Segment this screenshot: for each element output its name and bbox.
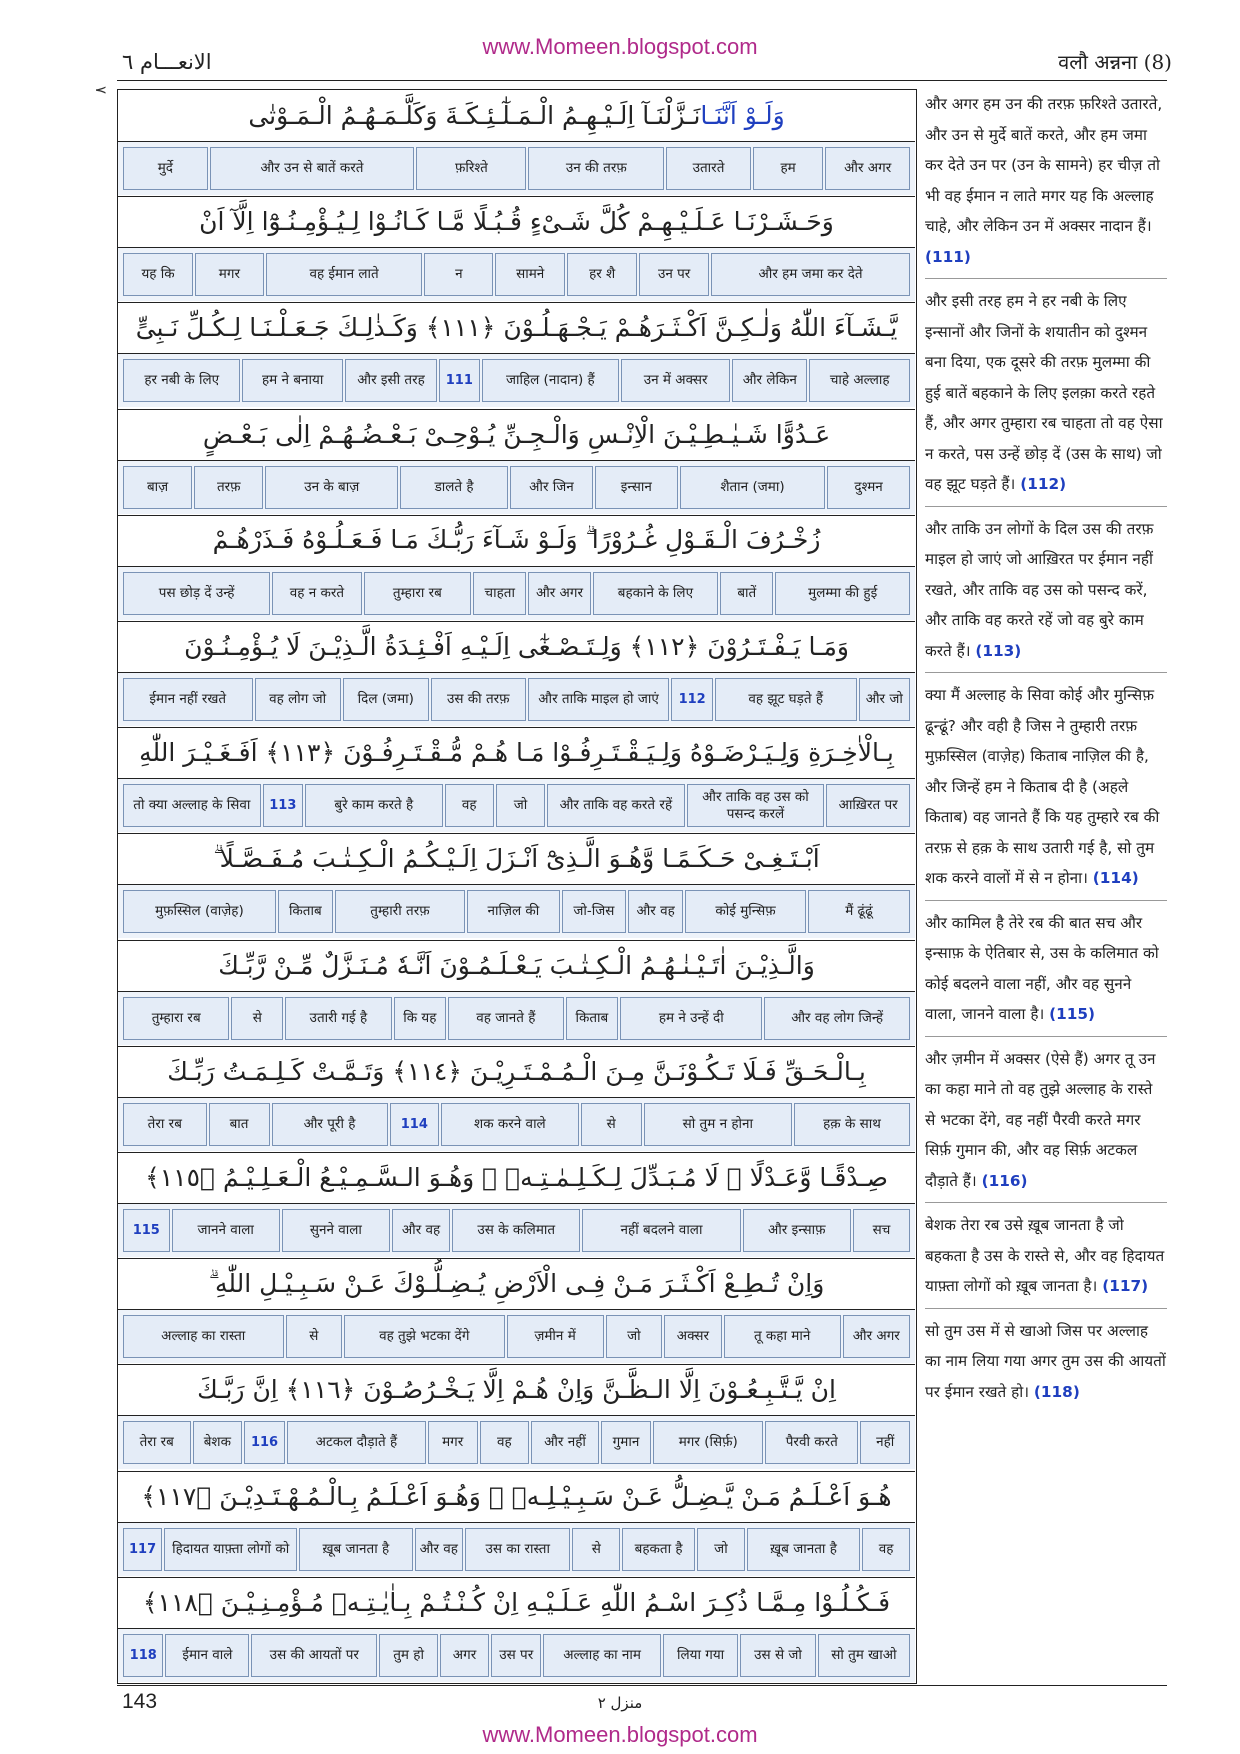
word-translation-row: [118, 353, 915, 407]
verse-table: [117, 89, 917, 1684]
word-meaning-cell: किताब: [566, 997, 619, 1040]
word-meaning-cell: किताब: [278, 890, 333, 933]
word-meaning-cell: जानने वाला: [172, 1209, 280, 1252]
arabic-line: [118, 727, 915, 777]
arabic-text: بِـالْـحَـقِّ فَـلَا تَـكُـوْنَـنَّ مِـنَ الْـمُـمْـتَـرِيْـنَ ﴿١١٤﴾ وَتَـمَّـتْ كَـلِـمَـتُ رَبِّـكَ: [167, 1056, 866, 1086]
word-meaning-cell: डालते है: [400, 466, 508, 509]
verse-number: (113): [975, 641, 1022, 660]
arabic-line: [118, 515, 915, 565]
word-meaning-cell: वह न करते: [272, 572, 361, 615]
paragraph-divider: [925, 672, 1167, 673]
verse-number: (118): [1033, 1382, 1080, 1401]
translation-text: और इसी तरह हम ने हर नबी के लिए इन्सानों और जिनों के शयातीन को दुश्मन बना दिया, एक दूसरे की तरफ़ मुलम्मा की हुई बातें बहकाने के लिए इलक़ा करते रहते हैं, और अगर तुम्हारा रब चाहता तो वह ऐसा न करते, पस उन्हें छोड़ दें (उस के साथ) जो वह झूट घड़ते हैं।: [925, 292, 1163, 493]
word-meaning-cell: तो क्या अल्लाह के सिवा: [123, 784, 261, 827]
top-url: www.Momeen.blogspot.com: [482, 34, 758, 59]
verse-number-cell: 113: [263, 784, 303, 827]
word-meaning-cell: दुश्मन: [827, 466, 910, 509]
word-meaning-cell: शैतान (जमा): [680, 466, 825, 509]
page-number: 143: [122, 1690, 158, 1713]
translation-paragraph: [925, 908, 1167, 1030]
verse-number: (112): [1020, 475, 1067, 493]
word-meaning-cell: वह जानते हैं: [448, 997, 563, 1040]
word-translation-row: [118, 566, 915, 620]
bottom-url: www.Momeen.blogspot.com: [482, 1722, 758, 1747]
word-meaning-cell: उतारते: [666, 147, 751, 190]
arabic-text: اَبْـتَـغِـىْ حَـكَـمًـا وَّهُـوَ الَّـذِىْٓ اَنْـزَلَ اِلَـيْـكُـمُ الْـكِـتٰـبَ مُـفَـصَّـلًا ۗ: [213, 843, 820, 873]
word-translation-row: [118, 141, 915, 195]
arabic-line: [118, 1471, 915, 1521]
manzil-label: منزل ٢: [597, 1694, 643, 1712]
arabic-text: فَـكُـلُـوْا مِـمَّـا ذُكِـرَ اسْـمُ اللّٰهِ عَـلَـيْـهِ اِنْ كُـنْـتُـمْ بِـاٰيٰـتِـهٖ مُـؤْمِـنِـيْـنَ ﴿١١٨﴾: [142, 1587, 891, 1617]
arabic-text: صِـدْقًـا وَّعَـدْلًا ۗ لَا مُـبَـدِّلَ لِـكَـلِـمٰـتِـهٖ ۚ وَهُـوَ الـسَّـمِـيْـعُ الْـعَـلِـيْـمُ ﴿١١٥﴾: [145, 1163, 888, 1192]
word-meaning-cell: और पूरी है: [272, 1103, 388, 1146]
word-meaning-cell: और अगर: [528, 572, 590, 615]
verse-number-cell: 111: [439, 359, 479, 402]
word-meaning-cell: मुफ़स्सिल (वाज़ेह): [123, 890, 276, 933]
word-translation-row: [118, 247, 915, 301]
word-meaning-cell: सो तुम खाओ: [818, 1634, 910, 1677]
word-meaning-cell: अल्लाह का रास्ता: [123, 1315, 284, 1358]
word-meaning-cell: और ताकि माइल हो जाएं: [528, 678, 670, 721]
word-meaning-cell: तेरा रब: [123, 1103, 207, 1146]
arabic-line: [118, 409, 915, 459]
word-translation-row: [118, 884, 915, 938]
word-meaning-cell: नहीं बदलने वाला: [582, 1209, 740, 1252]
word-meaning-cell: तुम हो: [379, 1634, 438, 1677]
word-meaning-cell: तरफ़: [194, 466, 263, 509]
word-meaning-cell: ख़ूब जानता है: [299, 1528, 412, 1571]
word-meaning-cell: बहकाने के लिए: [593, 572, 719, 615]
translation-text: और ताकि उन लोगों के दिल उस की तरफ़ माइल हो जाएं जो आख़िरत पर ईमान नहीं रखते, और ताकि वह उस को पसन्द करें, और ताकि वह करते रहें जो वह बुरे काम करते हैं।: [925, 519, 1154, 660]
arabic-lead: وَلَـوْ اَنَّنَـا: [700, 100, 785, 130]
word-meaning-cell: हर शै: [567, 253, 637, 296]
word-meaning-cell: उस पर: [491, 1634, 541, 1677]
word-meaning-cell: गुमान: [601, 1421, 652, 1464]
word-meaning-cell: और इन्साफ़: [743, 1209, 851, 1252]
word-meaning-cell: और वह: [392, 1209, 450, 1252]
word-meaning-cell: ईमान नहीं रखते: [123, 678, 253, 721]
word-meaning-cell: तुम्हारा रब: [364, 572, 471, 615]
word-meaning-cell: जो-जिस: [562, 890, 626, 933]
word-meaning-cell: लिया गया: [663, 1634, 738, 1677]
word-translation-row: [118, 1628, 915, 1682]
paragraph-divider: [925, 278, 1167, 279]
word-meaning-cell: ईमान वाले: [165, 1634, 249, 1677]
verse-number-cell: 116: [244, 1421, 285, 1464]
word-meaning-cell: हक़ के साथ: [794, 1103, 910, 1146]
word-meaning-cell: उन की तरफ़: [528, 147, 664, 190]
verse-number: (116): [981, 1171, 1028, 1190]
paragraph-divider: [925, 506, 1167, 507]
word-meaning-cell: और वह: [415, 1528, 464, 1571]
word-translation-row: [118, 1309, 915, 1363]
word-meaning-cell: मगर (सिर्फ़): [653, 1421, 763, 1464]
word-meaning-cell: और इसी तरह: [345, 359, 437, 402]
word-meaning-cell: से: [231, 997, 283, 1040]
verse-number-cell: 115: [123, 1209, 170, 1252]
paragraph-divider: [925, 1308, 1167, 1309]
verse-number: (115): [1049, 1005, 1096, 1023]
arabic-text: نَـزَّلْنَـآ اِلَـيْـهِـمُ الْـمَـلٰٓـئِـكَـةَ وَكَلَّـمَـهُـمُ الْـمَـوْتٰى: [248, 100, 701, 130]
translation-paragraph: [925, 680, 1167, 894]
word-meaning-cell: उतारी गई है: [285, 997, 391, 1040]
word-meaning-cell: से: [581, 1103, 642, 1146]
word-meaning-cell: से: [286, 1315, 343, 1358]
arabic-line: [118, 302, 915, 352]
word-meaning-cell: चाहता: [473, 572, 526, 615]
word-meaning-cell: अटकल दौड़ाते हैं: [287, 1421, 426, 1464]
word-meaning-cell: दिल (जमा): [343, 678, 429, 721]
word-meaning-cell: अक्सर: [664, 1315, 722, 1358]
side-mark: ٧: [92, 86, 110, 95]
word-meaning-cell: जो: [697, 1528, 745, 1571]
arabic-text: بِـالْاٰخِـرَةِ وَلِـيَـرْضَـوْهُ وَلِـيَـقْـتَـرِفُـوْا مَـا هُـمْ مُّـقْـتَـرِفُـوْنَ ﴿١١٣﴾ اَفَـغَـيْـرَ اللّٰهِ: [139, 738, 894, 768]
word-translation-row: [118, 672, 915, 726]
word-meaning-cell: हम: [753, 147, 824, 190]
word-meaning-cell: जाहिल (नादान) हैं: [482, 359, 620, 402]
word-meaning-cell: उस की तरफ़: [431, 678, 526, 721]
word-translation-row: [118, 1522, 915, 1576]
arabic-line: [118, 1364, 915, 1414]
arabic-line: [118, 196, 915, 246]
word-meaning-cell: वह ईमान लाते: [266, 253, 423, 296]
word-meaning-cell: आख़िरत पर: [826, 784, 910, 827]
word-meaning-cell: हम ने उन्हें दी: [620, 997, 762, 1040]
translation-paragraph: [925, 1210, 1167, 1302]
word-meaning-cell: वह लोग जो: [255, 678, 341, 721]
word-meaning-cell: बेशक: [193, 1421, 243, 1464]
word-translation-row: [118, 1203, 915, 1257]
arabic-line: [118, 621, 915, 671]
word-meaning-cell: उस के कलिमात: [452, 1209, 580, 1252]
word-meaning-cell: बाज़: [123, 466, 192, 509]
surah-title: الانعـــام ٦: [122, 50, 212, 74]
word-meaning-cell: नाज़िल की: [467, 890, 560, 933]
footer-rule: [117, 1685, 1167, 1686]
word-meaning-cell: मुलम्मा की हुई: [775, 572, 910, 615]
arabic-line: [118, 90, 915, 140]
arabic-line: [118, 940, 915, 990]
verse-number: (114): [1092, 869, 1139, 887]
paragraph-divider: [925, 900, 1167, 901]
word-meaning-cell: मगर: [428, 1421, 478, 1464]
word-meaning-cell: इन्सान: [595, 466, 678, 509]
word-meaning-cell: और नहीं: [531, 1421, 599, 1464]
word-meaning-cell: कि यह: [394, 997, 447, 1040]
word-meaning-cell: तेरा रब: [123, 1421, 191, 1464]
word-meaning-cell: मैं ढूंढूं: [808, 890, 910, 933]
word-meaning-cell: हिदायत याफ़्ता लोगों को: [164, 1528, 297, 1571]
word-meaning-cell: सच: [853, 1209, 910, 1252]
word-meaning-cell: सामने: [495, 253, 565, 296]
word-meaning-cell: फ़रिश्ते: [416, 147, 526, 190]
word-meaning-cell: और वह: [628, 890, 683, 933]
verse-number-cell: 112: [671, 678, 712, 721]
arabic-line: [118, 833, 915, 883]
word-meaning-cell: और अगर: [825, 147, 910, 190]
arabic-text: هُـوَ اَعْـلَـمُ مَـنْ يَّـضِـلُّ عَـنْ سَـبِـيْـلِـهٖ ۚ وَهُـوَ اَعْـلَـمُ بِـالْـمُـهْـتَـدِيْـنَ ﴿١١٧﴾: [141, 1481, 892, 1511]
word-meaning-cell: उन में अक्सर: [621, 359, 730, 402]
word-meaning-cell: तू कहा माने: [724, 1315, 841, 1358]
translation-text: बेशक तेरा रब उसे ख़ूब जानता है जो बहकता है उस के रास्ते से, और वह हिदायत याफ़्ता लोगों को ख़ूब जानता है।: [925, 1216, 1165, 1295]
word-translation-row: [118, 460, 915, 514]
word-meaning-cell: और लेकिन: [732, 359, 807, 402]
word-meaning-cell: और ताकि वह उस को पसन्द करलें: [687, 784, 825, 827]
verse-number-cell: 117: [123, 1528, 162, 1571]
arabic-line: [118, 1152, 915, 1202]
word-translation-row: [118, 991, 915, 1045]
word-meaning-cell: और उन से बातें करते: [210, 147, 415, 190]
paragraph-divider: [925, 1202, 1167, 1203]
translation-text: और अगर हम उन की तरफ़ फ़रिश्ते उतारते, और उन से मुर्दे बातें करते, और हम जमा कर देते उन पर (उन के सामने) हर चीज़ तो भी वह ईमान न लाते मगर यह कि अल्लाह चाहे, और लेकिन उन में अक्सर नादान हैं।: [925, 95, 1163, 235]
word-meaning-cell: पस छोड़ दें उन्हें: [123, 572, 270, 615]
word-meaning-cell: और ताकि वह करते रहें: [547, 784, 685, 827]
arabic-line: [118, 1577, 915, 1627]
word-meaning-cell: जो: [496, 784, 545, 827]
translation-text: और कामिल है तेरे रब की बात सच और इन्साफ़ के ऐतिबार से, उस के कलिमात को कोई बदलने वाला नहीं, और वह सुनने वाला, जानने वाला है।: [925, 913, 1159, 1023]
word-meaning-cell: हर नबी के लिए: [123, 359, 240, 402]
translation-text: और ज़मीन में अक्सर (ऐसे हैं) अगर तू उन का कहा माने तो वह तुझे अल्लाह के रास्ते से भटका देंगे, वह नहीं पैरवी करते मगर सिर्फ़ गुमान की, और वह सिर्फ़ अटकल दौड़ाते हैं।: [925, 1049, 1156, 1190]
translation-column: [925, 89, 1167, 1684]
arabic-text: عَـدُوًّا شَـيٰـطِـيْـنَ الْاِنْـسِ وَالْـجِـنِّ يُـوْحِـىْ بَـعْـضُـهُـمْ اِلٰى بَـعْـضٍ: [202, 419, 831, 449]
word-meaning-cell: और जिन: [510, 466, 593, 509]
translation-paragraph: [925, 1316, 1167, 1408]
arabic-text: يَّـشَـآءَ اللّٰهُ وَلٰـكِـنَّ اَكْـثَـرَهُـمْ يَـجْـهَـلُـوْنَ ﴿١١١﴾ وَكَـذٰلِـكَ جَـعَـلْـنَـا لِـكُـلِّ نَـبِىٍّ: [135, 313, 898, 343]
word-meaning-cell: तुम्हारा रब: [123, 997, 229, 1040]
word-meaning-cell: सुनने वाला: [282, 1209, 390, 1252]
word-meaning-cell: बात: [209, 1103, 270, 1146]
word-meaning-cell: और अगर: [843, 1315, 910, 1358]
verse-number: (117): [1102, 1277, 1149, 1295]
translation-text: क्या मैं अल्लाह के सिवा कोई और मुन्सिफ़ ढून्ढूं? और वही है जिस ने तुम्हारी तरफ़ मुफ़स्सिल (वाज़ेह) किताब नाज़िल की है, और जिन्हें हम ने किताब दी है (अहले किताब) वह जानते हैं कि यह तुम्हारे रब की तरफ़ से हक़ के साथ उतारी गई है, सो तुम शक करने वालों में से न होना।: [925, 686, 1160, 887]
arabic-text: وَحَـشَـرْنَـا عَـلَـيْـهِـمْ كُلَّ شَـىْءٍ قُـبُـلًا مَّـا كَـانُـوْا لِـيُـؤْمِـنُـوْٓا اِلَّآ اَنْ: [199, 207, 834, 237]
word-meaning-cell: मुर्दे: [123, 147, 208, 190]
word-meaning-cell: अगर: [440, 1634, 489, 1677]
word-meaning-cell: वह: [862, 1528, 910, 1571]
word-meaning-cell: ख़ूब जानता है: [747, 1528, 860, 1571]
translation-text: सो तुम उस में से खाओ जिस पर अल्लाह का नाम लिया गया अगर तुम उस की आयतों पर ईमान रखते हो।: [925, 1321, 1166, 1401]
arabic-text: وَاِنْ تُـطِـعْ اَكْـثَـرَ مَـنْ فِـى الْاَرْضِ يُـضِـلُّـوْكَ عَـنْ سَـبِـيْـلِ اللّٰهِ ۗ: [208, 1268, 825, 1298]
word-translation-row: [118, 1097, 915, 1151]
arabic-line: [118, 1046, 915, 1096]
word-meaning-cell: वह: [445, 784, 494, 827]
arabic-text: اِنْ يَّـتَّـبِـعُـوْنَ اِلَّا الـظَّـنَّ وَاِنْ هُـمْ اِلَّا يَـخْـرُصُـوْنَ ﴿١١٦﴾ اِنَّ رَبَّـكَ: [197, 1375, 836, 1405]
translation-paragraph: [925, 89, 1167, 272]
word-meaning-cell: से: [572, 1528, 620, 1571]
word-meaning-cell: पैरवी करते: [765, 1421, 858, 1464]
word-meaning-cell: और जो: [859, 678, 910, 721]
word-translation-row: [118, 1415, 915, 1469]
header-rule: [117, 80, 1167, 81]
word-meaning-cell: उन पर: [639, 253, 709, 296]
word-meaning-cell: ज़मीन में: [507, 1315, 604, 1358]
word-meaning-cell: बातें: [720, 572, 773, 615]
juz-title: वलौ अन्नना (8): [1058, 50, 1172, 74]
word-meaning-cell: यह कि: [123, 253, 193, 296]
word-meaning-cell: बुरे काम करते है: [305, 784, 443, 827]
word-meaning-cell: शक करने वाले: [441, 1103, 579, 1146]
word-meaning-cell: न: [424, 253, 493, 296]
word-meaning-cell: कोई मुन्सिफ़: [685, 890, 806, 933]
word-meaning-cell: अल्लाह का नाम: [543, 1634, 661, 1677]
arabic-text: وَمَـا يَـفْـتَـرُوْنَ ﴿١١٢﴾ وَلِـتَـصْـغٰٓى اِلَـيْـهِ اَفْـئِـدَةُ الَّـذِيْـنَ لَا يُـؤْمِـنُـوْنَ: [184, 632, 849, 661]
word-meaning-cell: वह तुझे भटका देंगे: [344, 1315, 505, 1358]
word-meaning-cell: उस का रास्ता: [465, 1528, 570, 1571]
word-meaning-cell: मगर: [195, 253, 264, 296]
word-meaning-cell: चाहे अल्लाह: [809, 359, 910, 402]
word-meaning-cell: और वह लोग जिन्हें: [764, 997, 910, 1040]
verse-number-cell: 114: [390, 1103, 440, 1146]
word-meaning-cell: सो तुम न होना: [644, 1103, 792, 1146]
word-meaning-cell: तुम्हारी तरफ़: [335, 890, 465, 933]
translation-paragraph: [925, 514, 1167, 667]
word-meaning-cell: जो: [606, 1315, 663, 1358]
verse-number-cell: 118: [123, 1634, 163, 1677]
translation-paragraph: [925, 286, 1167, 500]
word-meaning-cell: और हम जमा कर देते: [711, 253, 910, 296]
word-meaning-cell: उस से जो: [740, 1634, 815, 1677]
word-meaning-cell: हम ने बनाया: [242, 359, 343, 402]
word-translation-row: [118, 778, 915, 832]
word-meaning-cell: उन के बाज़: [265, 466, 398, 509]
word-meaning-cell: नहीं: [860, 1421, 910, 1464]
translation-paragraph: [925, 1044, 1167, 1197]
arabic-line: [118, 1258, 915, 1308]
word-meaning-cell: वह: [480, 1421, 530, 1464]
word-meaning-cell: उस की आयतों पर: [251, 1634, 377, 1677]
verse-number: (111): [925, 247, 971, 266]
word-meaning-cell: बहकता है: [622, 1528, 695, 1571]
arabic-text: زُخْـرُفَ الْـقَـوْلِ غُـرُوْرًا ۗ وَلَـوْ شَـآءَ رَبُّـكَ مَـا فَـعَـلُـوْهُ فَـذَرْهُـمْ: [212, 525, 821, 555]
paragraph-divider: [925, 1036, 1167, 1037]
word-meaning-cell: वह झूट घड़ते हैं: [715, 678, 857, 721]
arabic-text: وَالَّـذِيْـنَ اٰتَـيْـنٰـهُـمُ الْـكِـتٰـبَ يَـعْـلَـمُـوْنَ اَنَّـهٗ مُـنَـزَّلٌ مِّـنْ رَّبِّـكَ: [218, 950, 815, 980]
